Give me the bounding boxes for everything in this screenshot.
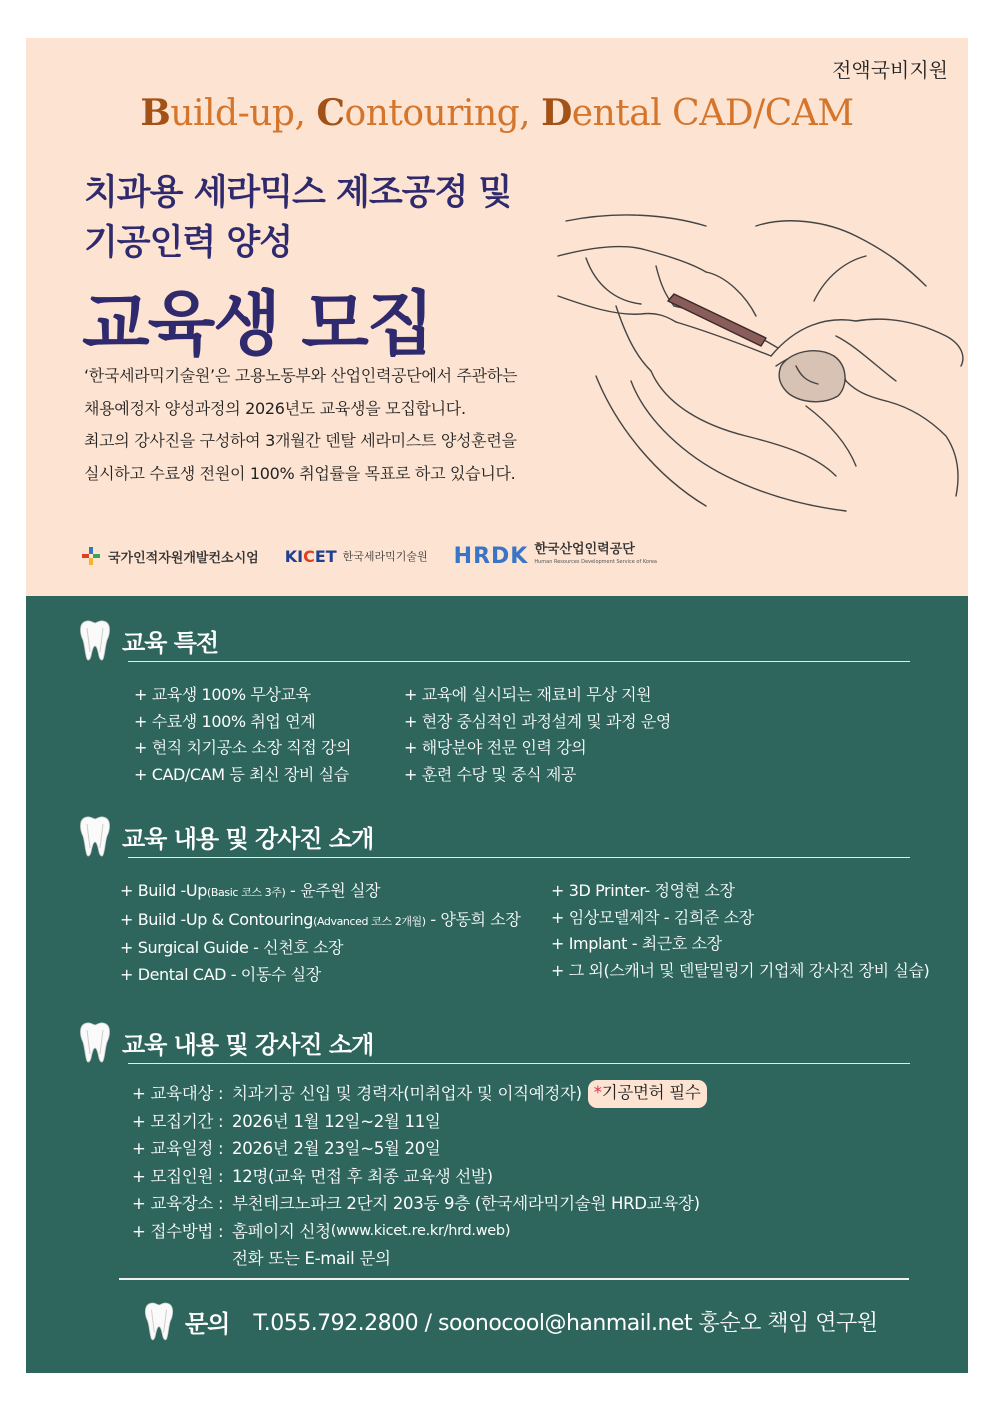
tooth-icon xyxy=(78,618,112,662)
consortium-mark-icon xyxy=(80,545,102,567)
consortium-name: 국가인적자원개발컨소시엄 xyxy=(108,550,259,566)
poster xyxy=(26,38,968,1373)
contact-row xyxy=(143,1300,878,1342)
list-item: + 3D Printer- 정영현 소장 xyxy=(551,881,735,900)
info-row-schedule: + 교육일정 : 2026년 2월 23일~5월 20일 xyxy=(132,1139,441,1158)
list-item: + CAD/CAM 등 최신 장비 실습 xyxy=(134,764,349,784)
info-row-apply: + 접수방법 : 홈페이지 신청 (www.kicet.re.kr/hrd.web) xyxy=(132,1218,707,1246)
tooth-icon xyxy=(78,1020,112,1064)
intro-line: 실시하고 수료생 전원이 100% 취업률을 목표로 하고 있습니다. xyxy=(84,463,516,483)
intro-line: 채용예정자 양성과정의 2026년도 교육생을 모집합니다. xyxy=(84,398,466,418)
list-item: + 그 외(스캐너 및 덴탈밀링기 기업체 강사진 장비 실습) xyxy=(551,960,930,980)
subtitle-text: ontouring, xyxy=(344,93,542,134)
subtitle-capital: B xyxy=(140,92,171,134)
consortium-logo xyxy=(80,545,259,567)
divider xyxy=(128,857,910,858)
list-item: + 해당분야 전문 인력 강의 xyxy=(404,738,587,757)
hrdk-mark: HRDK xyxy=(453,543,529,569)
section-benefits-heading xyxy=(78,618,218,662)
list-item: + Build -Up(Basic 코스 3주) - 윤주원 실장 xyxy=(120,881,381,900)
kicet-name: 한국세라믹기술원 xyxy=(342,550,428,563)
section-recruitment-heading xyxy=(78,1020,373,1064)
list-item: + 임상모델제작 - 김희준 소장 xyxy=(551,907,754,927)
recruitment-info xyxy=(132,1080,707,1273)
list-item: + Surgical Guide - 신천호 소장 xyxy=(120,938,344,957)
info-row-period: + 모집기간 : 2026년 1월 12일~2월 11일 xyxy=(132,1111,441,1131)
list-item: + 교육생 100% 무상교육 xyxy=(134,685,311,704)
course-title-line1: 치과용 세라믹스 제조공정 및 xyxy=(84,173,512,213)
instructors-list-right xyxy=(551,878,929,984)
course-title-line2: 기공인력 양성 xyxy=(84,223,293,263)
list-item: + 교육에 실시되는 재료비 무상 지원 xyxy=(404,685,652,704)
info-row-target: + 교육대상 : 치과기공 신입 및 경력자(미취업자 및 이직예정자) *기공면허 필수 xyxy=(132,1080,707,1108)
header-panel xyxy=(26,38,968,596)
tooth-icon xyxy=(78,814,112,858)
recruit-headline: 교육생 모집 xyxy=(82,283,433,365)
intro-line: 최고의 강사진을 구성하여 3개월간 덴탈 세라미스트 양성훈련을 xyxy=(84,431,517,450)
section-recruitment-title: 교육 내용 및 강사진 소개 xyxy=(122,1030,374,1059)
tooth-icon xyxy=(143,1300,175,1342)
info-row-apply-2: 전화 또는 E-mail 문의 xyxy=(232,1249,391,1268)
logo-row xyxy=(80,538,657,574)
divider xyxy=(119,1278,909,1280)
intro-line: ‘한국세라믹기술원’은 고용노동부와 산업인력공단에서 주관하는 xyxy=(84,366,518,385)
hrdk-logo xyxy=(454,544,657,569)
benefits-list-right xyxy=(404,682,671,788)
subtitle-capital: D xyxy=(541,92,572,134)
instructors-list-left xyxy=(120,878,520,988)
list-item: + 훈련 수당 및 중식 제공 xyxy=(404,764,576,784)
subtitle-text: ental CAD/CAM xyxy=(571,93,854,134)
list-item: + 현직 치기공소 소장 직접 강의 xyxy=(134,738,352,757)
subtitle-capital: C xyxy=(316,92,345,134)
kicet-mark: KICET xyxy=(284,546,337,566)
course-title xyxy=(84,168,511,268)
divider xyxy=(128,661,910,662)
funding-badge: 전액국비지원 xyxy=(832,58,948,82)
benefits-list-left xyxy=(134,682,351,788)
list-item: + Dental CAD - 이동수 실장 xyxy=(120,964,321,984)
intro-text xyxy=(84,360,564,490)
info-row-count: + 모집인원 : 12명(교육 면접 후 최종 교육생 선발) xyxy=(132,1166,493,1186)
section-instructors-title: 교육 내용 및 강사진 소개 xyxy=(122,824,374,853)
list-item: + Build -Up & Contouring(Advanced 코스 2개월) - 양동희 소장 xyxy=(120,909,521,929)
kicet-logo xyxy=(285,547,428,566)
dental-hands-illustration xyxy=(556,206,966,526)
info-row-place: + 교육장소 : 부천테크노파크 2단지 203동 9층 (한국세라믹기술원 HRD교육장) xyxy=(132,1194,700,1213)
contact-details[interactable]: T.055.792.2800 / soonocool@hanmail.net 홍순오 책임 연구원 xyxy=(253,1310,878,1336)
list-item: + Implant - 최근호 소장 xyxy=(551,934,722,953)
apply-website: (www.kicet.re.kr/hrd.web) xyxy=(330,1222,511,1239)
contact-title: 문의 xyxy=(185,1309,230,1338)
section-benefits-title: 교육 특전 xyxy=(122,628,219,657)
list-item: + 현장 중심적인 과정설계 및 과정 운영 xyxy=(404,711,671,731)
hrdk-name-en: Human Resources Development Service of Korea xyxy=(534,559,657,565)
course-subtitle-en xyxy=(26,92,968,134)
divider xyxy=(128,1063,910,1064)
hrdk-name: 한국산업인력공단 xyxy=(534,542,635,557)
section-instructors-heading xyxy=(78,814,373,858)
license-required-badge: *기공면허 필수 xyxy=(588,1080,707,1108)
subtitle-text: uild-up, xyxy=(170,93,317,134)
list-item: + 수료생 100% 취업 연계 xyxy=(134,711,316,731)
